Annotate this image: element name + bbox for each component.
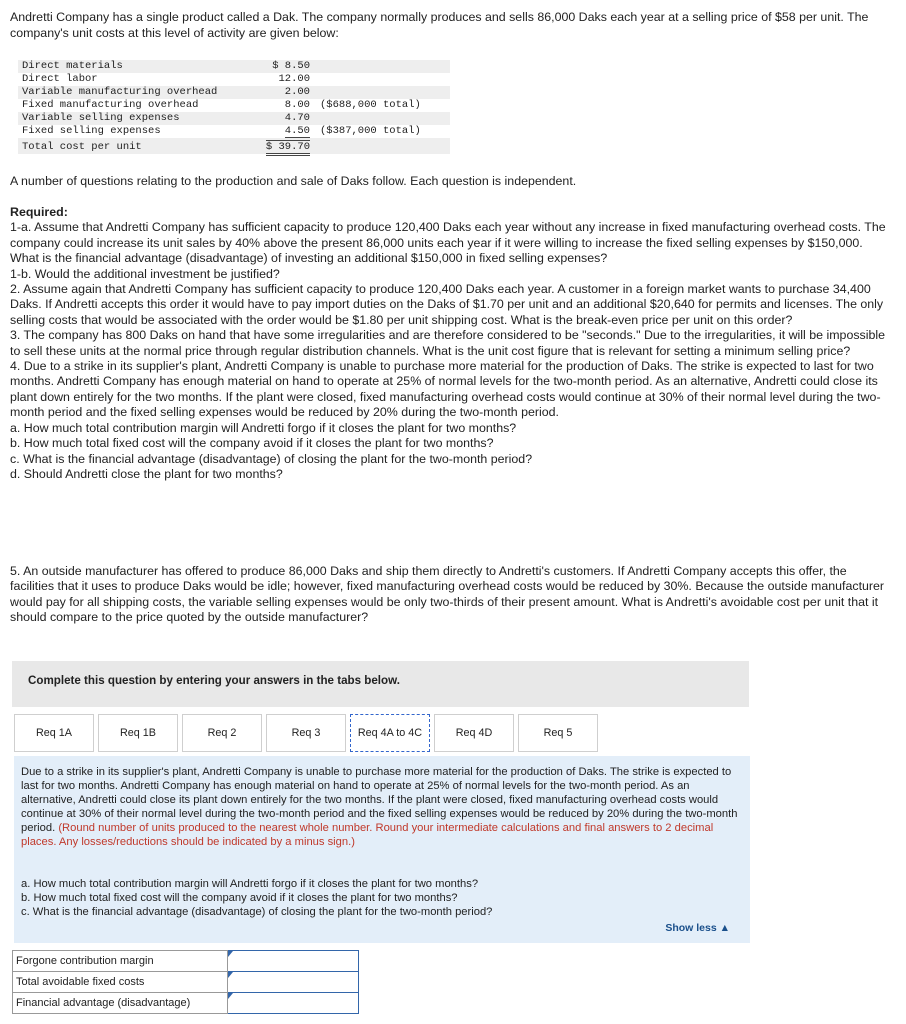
input-marker-icon bbox=[228, 951, 233, 957]
forgone-contribution-margin-input[interactable] bbox=[228, 952, 358, 970]
show-less-label: Show less bbox=[665, 922, 717, 934]
tab-req-3[interactable]: Req 3 bbox=[266, 714, 346, 752]
rounding-instruction: (Round number of units produced to the nearest whole number. Round your intermediate calculations and final answers to 2 decimal places. Any losses/reductions should be indicated by a minus sign.) bbox=[21, 822, 714, 848]
cost-row bbox=[18, 112, 450, 125]
cost-amount bbox=[254, 138, 310, 154]
cost-note: ($688,000 total) bbox=[320, 99, 421, 111]
caret-up-icon: ▲ bbox=[719, 922, 730, 934]
question-4: 4. Due to a strike in its supplier's plant, Andretti Company is unable to purchase more material for the production of Daks. The strike is expected to last for two months. Andretti Company has enough material on hand to operate at 25% of normal levels for the two-month period. As an alternative, Andretti could close its plant down entirely for the two months. If the plant were closed, fixed manufacturing overhead costs would continue at 30% of their normal level during the two-month period and the fixed selling expenses would be reduced by 20% during the two-month period. bbox=[10, 359, 881, 420]
instruction-banner bbox=[12, 661, 749, 707]
answer-label: Forgone contribution margin bbox=[13, 951, 228, 972]
tab-content-description bbox=[21, 765, 745, 849]
tab-question-a: a. How much total contribution margin will Andretti forgo if it closes the plant for two months? bbox=[21, 878, 479, 890]
cost-amount bbox=[254, 125, 310, 138]
cost-amount: 8.00 bbox=[284, 99, 310, 111]
cost-row bbox=[18, 60, 450, 73]
show-less-button[interactable] bbox=[665, 922, 730, 934]
total-avoidable-fixed-costs-input[interactable] bbox=[228, 973, 358, 991]
answer-cell bbox=[228, 972, 359, 993]
cost-label: Variable manufacturing overhead bbox=[18, 86, 254, 99]
cost-label: Fixed selling expenses bbox=[22, 125, 161, 137]
independent-note: A number of questions relating to the production and sale of Daks follow. Each question is independent. bbox=[10, 174, 577, 188]
cost-note bbox=[310, 138, 450, 154]
question-2: 2. Assume again that Andretti Company has sufficient capacity to produce 120,400 Daks each year. A customer in a foreign market wants to purchase 34,400 Daks. If Andretti accepts this order it would have to pay import duties on the Daks of $1.70 per unit and an additional $20,640 for permits and licenses. The only selling costs that would be associated with the order would be $1.80 per unit shipping cost. What is the break-even price per unit on this order? bbox=[10, 282, 884, 327]
cost-total-row bbox=[18, 138, 450, 154]
intro-paragraph: Andretti Company has a single product called a Dak. The company normally produces and sells 86,000 Daks each year at a selling price of $58 per unit. The company's unit costs at this level of activity are given below: bbox=[10, 10, 869, 40]
tab-req-1a[interactable]: Req 1A bbox=[14, 714, 94, 752]
question-4d: d. Should Andretti close the plant for two months? bbox=[10, 466, 283, 481]
question-1a: 1-a. Assume that Andretti Company has sufficient capacity to produce 120,400 Daks each year without any increase in fixed manufacturing overhead costs. The company could increase its unit sales by 40% above the present 86,000 units each year if it were willing to increase the fixed selling expenses by $150,000. What is the financial advantage (disadvantage) of investing an additional $150,000 in fixed selling expenses? bbox=[10, 220, 886, 266]
cost-label: Fixed manufacturing overhead bbox=[22, 99, 199, 111]
answer-row bbox=[13, 972, 359, 993]
question-4c: c. What is the financial advantage (disadvantage) of closing the plant for the two-month period? bbox=[10, 451, 533, 466]
cost-note: ($387,000 total) bbox=[320, 125, 421, 137]
tab-questions bbox=[21, 877, 492, 919]
input-marker-icon bbox=[228, 972, 233, 978]
tab-question-b: b. How much total fixed cost will the company avoid if it closes the plant for two months? bbox=[21, 892, 458, 904]
input-marker-icon bbox=[228, 993, 233, 999]
tab-req-2[interactable]: Req 2 bbox=[182, 714, 262, 752]
cost-row bbox=[18, 73, 450, 86]
cost-note bbox=[310, 86, 450, 99]
question-4b: b. How much total fixed cost will the company avoid if it closes the plant for two months? bbox=[10, 436, 494, 451]
cost-label: Direct labor bbox=[22, 73, 98, 85]
cost-amount: 4.70 bbox=[254, 112, 310, 125]
cost-note bbox=[310, 60, 450, 73]
answer-cell bbox=[228, 993, 359, 1014]
question-5: 5. An outside manufacturer has offered to produce 86,000 Daks and ship them directly to Andretti's customers. If Andretti Company accepts this offer, the facilities that it uses to produce Daks would be idle; however, fixed manufacturing overhead costs would be reduced by 30%. Because the outside manufacturer would pay for all shipping costs, the variable selling expenses would be only two-thirds of their present amount. What is Andretti's avoidable cost per unit that it should compare to the price quoted by the outside manufacturer? bbox=[10, 564, 885, 625]
unit-cost-table bbox=[18, 60, 450, 154]
tab-req-4a-to-4c[interactable]: Req 4A to 4C bbox=[350, 714, 430, 752]
cost-row bbox=[18, 99, 450, 112]
tab-req-1b[interactable]: Req 1B bbox=[98, 714, 178, 752]
question-3: 3. The company has 800 Daks on hand that have some irregularities and are therefore considered to be "seconds." Due to the irregularities, it will be impossible to sell these units at the normal price through regular distribution channels. What is the unit cost figure that is relevant for setting a minimum selling price? bbox=[10, 328, 886, 358]
answer-label: Financial advantage (disadvantage) bbox=[13, 993, 228, 1014]
cost-label: Total cost per unit bbox=[18, 138, 254, 154]
required-heading: Required: bbox=[10, 205, 68, 219]
cost-row bbox=[18, 125, 450, 138]
cost-note bbox=[310, 73, 450, 86]
cost-label: Variable selling expenses bbox=[18, 112, 254, 125]
cost-amount: $ 8.50 bbox=[254, 60, 310, 73]
instruction-banner-text: Complete this question by entering your answers in the tabs below. bbox=[28, 674, 400, 687]
answer-label: Total avoidable fixed costs bbox=[13, 972, 228, 993]
answer-row bbox=[13, 951, 359, 972]
tab-content-panel bbox=[14, 756, 750, 943]
cost-amount-value: $ 39.70 bbox=[266, 140, 310, 156]
cost-amount-value: 4.50 bbox=[284, 125, 310, 137]
question-4a: a. How much total contribution margin will Andretti forgo if it closes the plant for two months? bbox=[10, 420, 517, 435]
cost-amount: 2.00 bbox=[254, 86, 310, 99]
tab-content-text: Due to a strike in its supplier's plant, Andretti Company is unable to purchase more material for the production of Daks. The strike is expected to last for two months. Andretti Company has enough material on hand to operate at 25% of normal levels for the two-month period. As an alternative, Andretti could close its plant down entirely for the two months. If the plant were closed, fixed manufacturing overhead costs would continue at 30% of their normal level during the two-month period and the fixed selling expenses would be reduced by 20% during the two-month period. bbox=[21, 766, 738, 834]
question-1b: 1-b. Would the additional investment be justified? bbox=[10, 266, 280, 281]
answer-row bbox=[13, 993, 359, 1014]
tab-req-4d[interactable]: Req 4D bbox=[434, 714, 514, 752]
cost-note bbox=[310, 112, 450, 125]
tab-question-c: c. What is the financial advantage (disadvantage) of closing the plant for the two-month period? bbox=[21, 906, 493, 918]
requirement-tabs bbox=[14, 714, 602, 754]
tab-req-5[interactable]: Req 5 bbox=[518, 714, 598, 752]
cost-row bbox=[18, 86, 450, 99]
answer-table bbox=[12, 950, 359, 1014]
financial-advantage-input[interactable] bbox=[228, 994, 358, 1012]
required-section bbox=[10, 205, 890, 482]
answer-cell bbox=[228, 951, 359, 972]
cost-amount: 12.00 bbox=[278, 73, 310, 85]
cost-label: Direct materials bbox=[18, 60, 254, 73]
